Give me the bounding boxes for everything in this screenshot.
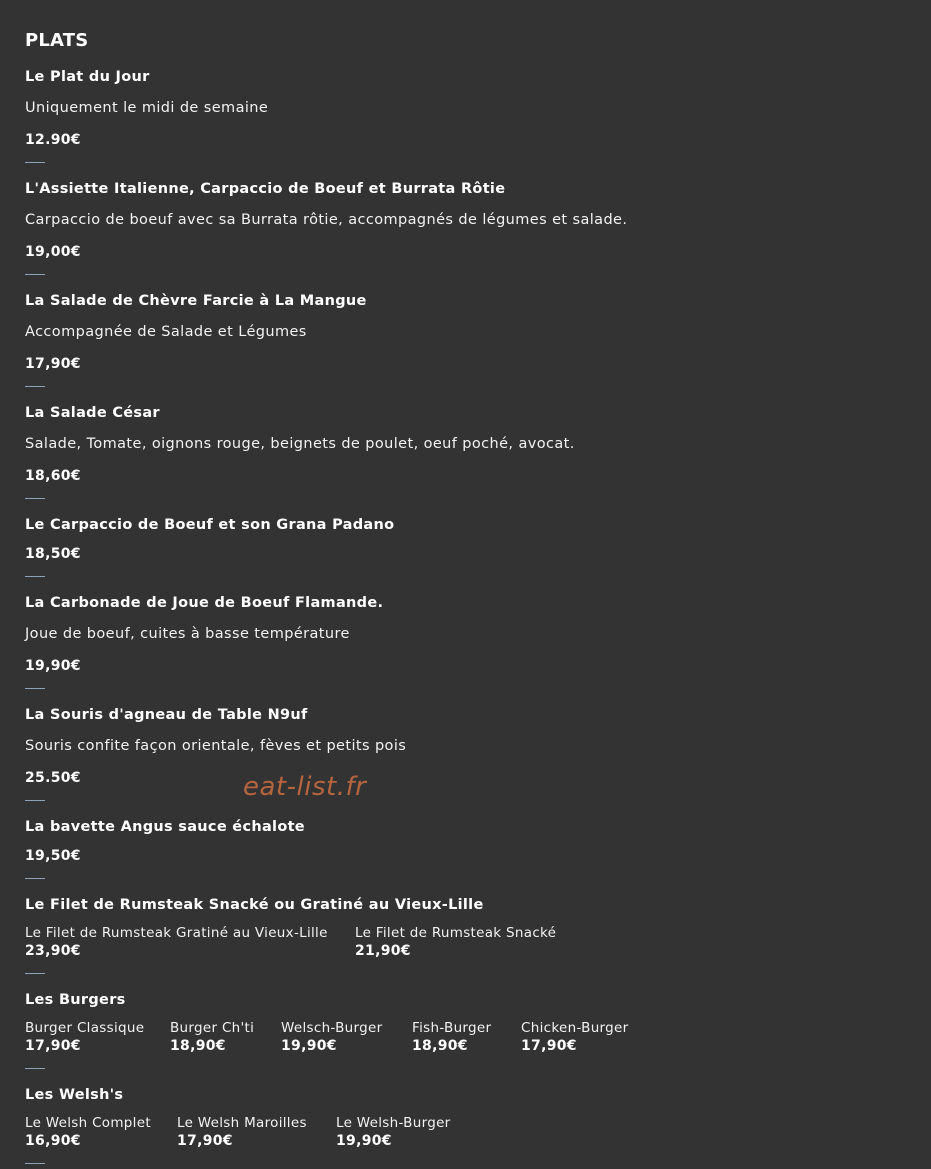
menu-item-name: La Salade César — [25, 405, 160, 421]
menu-item-price: 18,60€ — [25, 468, 81, 484]
menu-variant — [336, 1115, 451, 1150]
menu-variant-label: Le Welsh Complet — [25, 1115, 151, 1131]
menu-variant-label: Le Welsh Maroilles — [177, 1115, 307, 1131]
menu-item-price: 19,90€ — [25, 658, 81, 674]
menu-item-description: Carpaccio de boeuf avec sa Burrata rôtie, accompagnés de légumes et salade. — [25, 212, 628, 228]
menu-item-name: Le Plat du Jour — [25, 69, 150, 85]
menu-variant-label: Welsch-Burger — [281, 1020, 383, 1036]
menu-variant — [177, 1115, 307, 1150]
divider — [25, 576, 45, 577]
divider — [25, 800, 45, 801]
menu-item-name: La Souris d'agneau de Table N9uf — [25, 707, 308, 723]
menu-variant — [521, 1020, 629, 1055]
menu-variant — [25, 925, 328, 960]
divider — [25, 1068, 45, 1069]
menu-variant-price: 19,90€ — [281, 1038, 337, 1054]
menu-item-description: Accompagnée de Salade et Légumes — [25, 324, 307, 340]
menu-group-name: Le Filet de Rumsteak Snacké ou Gratiné au Vieux-Lille — [25, 897, 484, 913]
menu-variant-price: 21,90€ — [355, 943, 411, 959]
menu-variant-label: Le Filet de Rumsteak Snacké — [355, 925, 557, 941]
menu-variant-price: 17,90€ — [177, 1133, 233, 1149]
divider — [25, 688, 45, 689]
menu-item-name: La Carbonade de Joue de Boeuf Flamande. — [25, 595, 384, 611]
menu-item-name: La bavette Angus sauce échalote — [25, 819, 305, 835]
menu-variant-label: Le Welsh-Burger — [336, 1115, 451, 1131]
menu-variant-label: Burger Ch'ti — [170, 1020, 255, 1036]
divider — [25, 274, 45, 275]
menu-variant-label: Fish-Burger — [412, 1020, 492, 1036]
divider — [25, 162, 45, 163]
menu-variant-label: Le Filet de Rumsteak Gratiné au Vieux-Lille — [25, 925, 328, 941]
menu-item-price: 12.90€ — [25, 132, 81, 148]
divider — [25, 973, 45, 974]
menu-variant-label: Burger Classique — [25, 1020, 145, 1036]
menu-variant-price: 17,90€ — [25, 1038, 81, 1054]
menu-variant-price: 18,90€ — [170, 1038, 226, 1054]
divider — [25, 878, 45, 879]
menu-item-description: Uniquement le midi de semaine — [25, 100, 269, 116]
menu-item-description: Souris confite façon orientale, fèves et petits pois — [25, 738, 407, 754]
divider — [25, 1163, 45, 1164]
menu-item-name: La Salade de Chèvre Farcie à La Mangue — [25, 293, 367, 309]
menu-item-description: Salade, Tomate, oignons rouge, beignets de poulet, oeuf poché, avocat. — [25, 436, 575, 452]
menu-variant — [355, 925, 556, 960]
menu-variant — [25, 1020, 144, 1055]
menu-item-price: 19,50€ — [25, 848, 81, 864]
menu-variant-label: Chicken-Burger — [521, 1020, 629, 1036]
menu-variant — [281, 1020, 382, 1055]
divider — [25, 386, 45, 387]
menu-item-name: L'Assiette Italienne, Carpaccio de Boeuf et Burrata Rôtie — [25, 181, 506, 197]
menu-item-description: Joue de boeuf, cuites à basse température — [25, 626, 350, 642]
menu-variant-price: 16,90€ — [25, 1133, 81, 1149]
menu-variant-price: 17,90€ — [521, 1038, 577, 1054]
menu-item-price: 25.50€ — [25, 770, 81, 786]
watermark: eat-list.fr — [243, 772, 367, 802]
menu-item-name: Le Carpaccio de Boeuf et son Grana Padano — [25, 517, 395, 533]
menu-variant-price: 23,90€ — [25, 943, 81, 959]
menu-item-price: 17,90€ — [25, 356, 81, 372]
menu-variant — [25, 1115, 151, 1150]
menu-variant — [170, 1020, 254, 1055]
menu-variant-price: 19,90€ — [336, 1133, 392, 1149]
menu-group-name: Les Burgers — [25, 992, 126, 1008]
menu-variant — [412, 1020, 491, 1055]
menu-group-name: Les Welsh's — [25, 1087, 124, 1103]
divider — [25, 498, 45, 499]
menu-item-price: 18,50€ — [25, 546, 81, 562]
section-title: PLATS — [25, 30, 89, 51]
menu-item-price: 19,00€ — [25, 244, 81, 260]
menu-variant-price: 18,90€ — [412, 1038, 468, 1054]
